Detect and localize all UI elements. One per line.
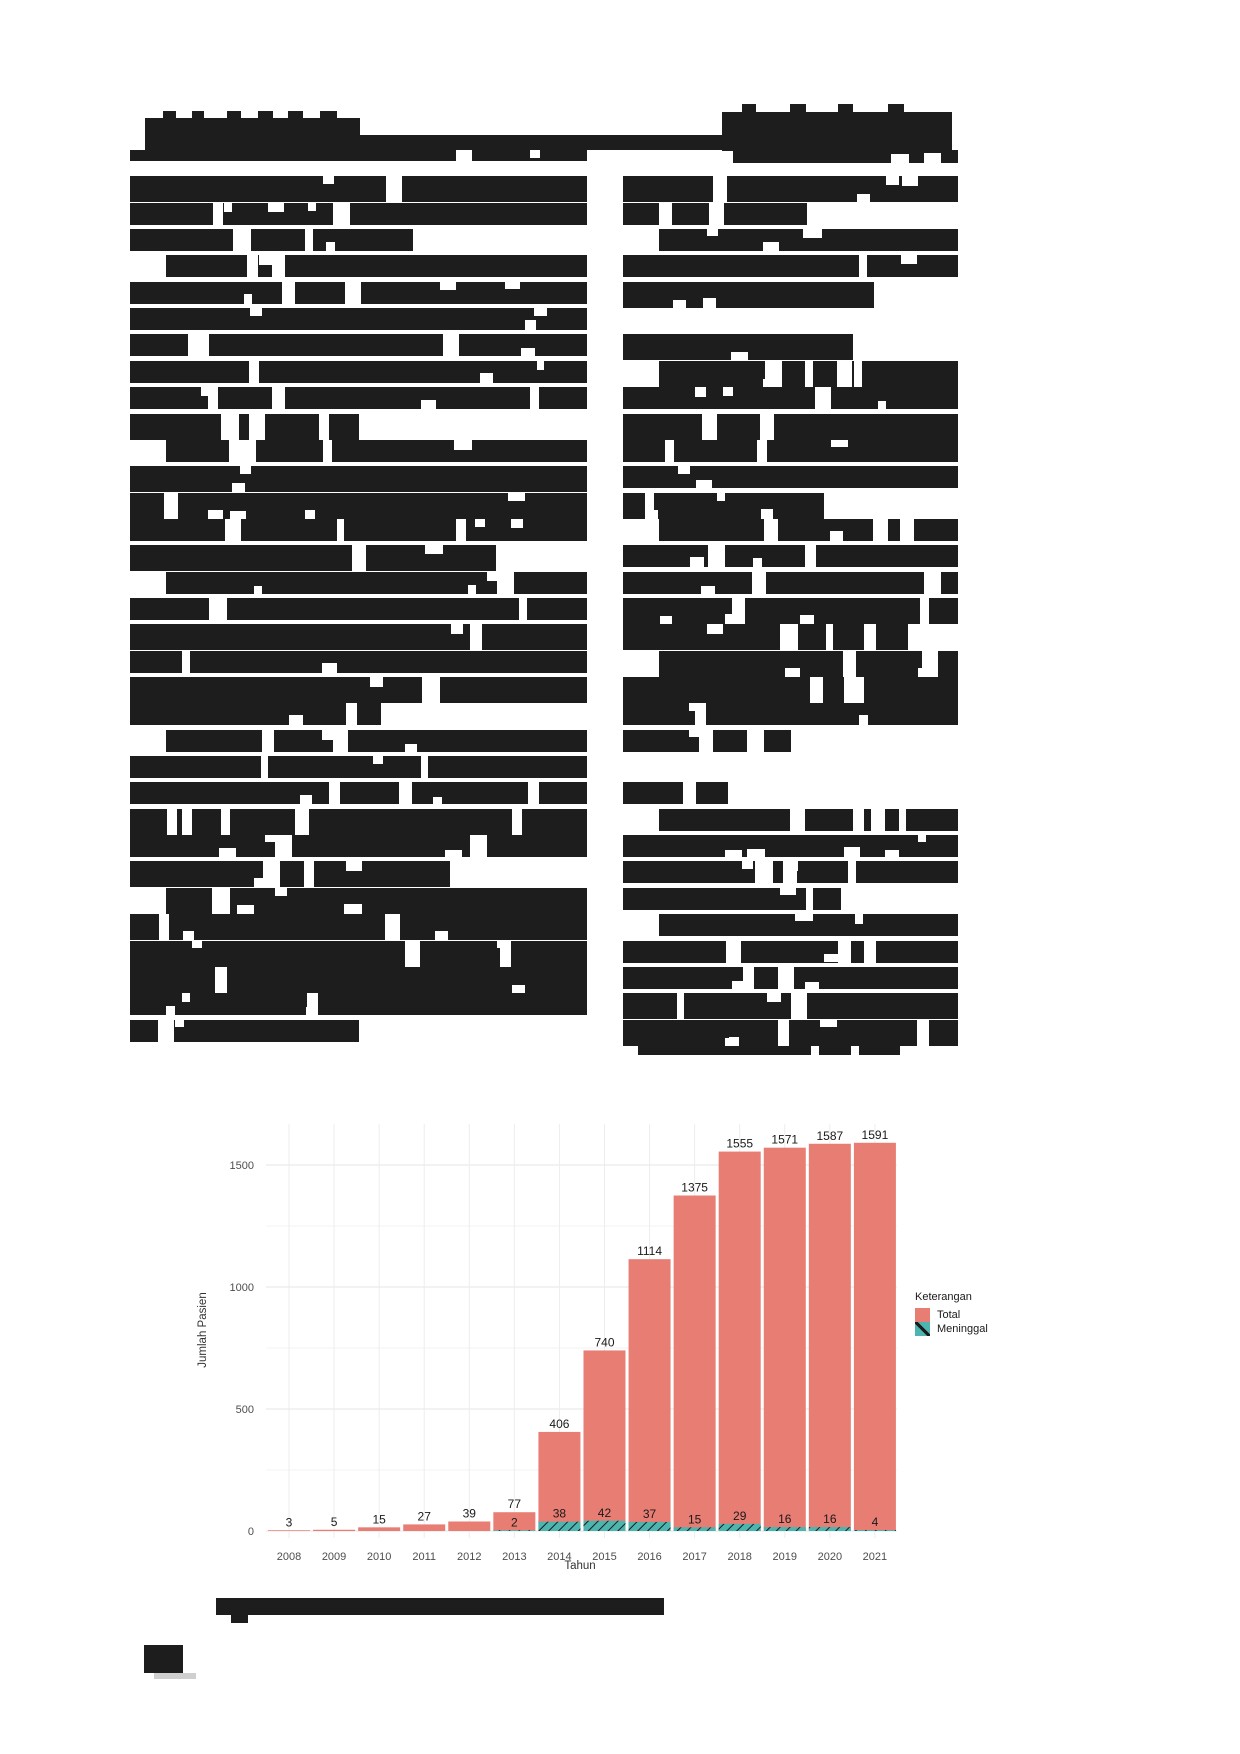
redacted-text-line [166,572,587,594]
redacted-text-line [623,993,958,1019]
bar-label-total-2020: 1587 [816,1128,844,1143]
redacted-text-line [130,1020,359,1042]
redacted-text-line [638,1046,900,1055]
redacted-text-line [623,572,958,594]
redacted-text-line [130,150,587,161]
redacted-text-line [130,677,587,703]
redacted-text-line [130,835,587,857]
bar-total-2009 [313,1530,355,1531]
redacted-text-line [130,387,587,409]
bar-label-meninggal-2015: 42 [597,1505,612,1520]
ytick-1000: 1000 [229,1282,254,1294]
redacted-text-line [623,677,958,703]
bar-meninggal-hatch-2015 [583,1521,625,1531]
redacted-text-line [130,703,381,725]
bar-total-2018 [719,1152,761,1531]
redacted-text-line [623,176,958,202]
bar-label-meninggal-2013: 2 [511,1515,518,1530]
redacted-text-line [130,519,587,541]
bar-meninggal-hatch-2021 [854,1530,896,1531]
bar-total-2019 [764,1148,806,1531]
redacted-text-line [623,203,807,225]
redacted-text-line [130,861,450,887]
bar-label-total-2011: 27 [417,1509,431,1524]
bar-total-2021 [854,1143,896,1531]
redacted-text-line [623,703,958,725]
xtick-2017: 2017 [682,1551,707,1563]
redacted-text-line [130,624,587,650]
page-number-shadow [154,1673,196,1679]
redacted-text-line [623,414,958,440]
redacted-text-line [623,387,958,409]
bar-label-total-2018: 1555 [726,1136,754,1151]
bar-label-meninggal-2021: 4 [871,1515,879,1530]
redacted-text-line [130,361,587,383]
bar-meninggal-hatch-2018 [719,1524,761,1531]
redacted-text-line [130,414,359,440]
redacted-text-line [130,545,496,571]
bar-label-total-2009: 5 [330,1514,338,1529]
legend-label-meninggal: Meninggal [937,1323,988,1335]
redacted-text-line [623,835,958,857]
redacted-text-line [659,809,958,831]
bar-total-2008 [268,1530,310,1531]
bar-chart [190,1108,1020,1590]
redacted-header-rule [360,135,722,150]
xtick-2016: 2016 [637,1551,662,1563]
xtick-2009: 2009 [321,1551,347,1563]
redacted-text-line [130,493,587,519]
bar-meninggal-hatch-2019 [764,1527,806,1531]
bar-label-total-2021: 1591 [861,1127,889,1142]
legend-title: Keterangan [915,1291,972,1303]
redacted-text-line [623,466,958,488]
xtick-2018: 2018 [727,1551,752,1563]
redacted-text-line [623,967,958,989]
bar-total-2017 [674,1196,716,1532]
redacted-figure-caption-line2 [231,1615,248,1623]
redacted-text-line [623,624,908,650]
bar-meninggal-hatch-2017 [674,1527,716,1531]
redacted-text-line [130,203,587,225]
redacted-text-line [623,282,874,308]
bar-total-2012 [448,1521,490,1531]
redacted-text-line [733,150,958,163]
redacted-text-line [130,466,587,492]
redacted-text-line [166,730,587,752]
bar-meninggal-hatch-2020 [809,1527,851,1531]
redacted-text-line [623,730,791,752]
redacted-journal-name [145,118,360,151]
xtick-2012: 2012 [457,1551,482,1563]
redacted-text-line [623,782,728,804]
redacted-text-line [130,914,587,940]
xtick-2021: 2021 [862,1551,888,1563]
redacted-text-line [623,598,958,624]
bar-total-2010 [358,1527,400,1531]
y-axis-label: Jumlah Pasien [197,1292,209,1368]
bar-label-meninggal-2019: 16 [778,1512,792,1527]
redacted-text-line [130,282,587,304]
redacted-issue-info [722,112,952,151]
bar-label-total-2016: 1114 [637,1244,663,1259]
bar-label-meninggal-2020: 16 [823,1512,837,1527]
legend-swatch-total-icon [915,1308,930,1322]
bar-label-meninggal-2016: 37 [642,1506,657,1521]
xtick-2008: 2008 [276,1551,302,1563]
redacted-page-number [144,1645,183,1673]
legend-item-meninggal [915,1322,988,1336]
redacted-text-line [130,598,587,620]
bar-meninggal-hatch-2016 [629,1522,671,1531]
bar-label-meninggal-2018: 29 [733,1508,747,1523]
redacted-text-line [130,334,587,356]
xtick-2011: 2011 [412,1551,437,1563]
bar-label-total-2008: 3 [285,1515,293,1530]
xtick-2014: 2014 [547,1551,572,1563]
redacted-text-line [130,176,587,202]
redacted-text-line [623,255,958,277]
bar-label-total-2010: 15 [372,1512,386,1527]
redacted-text-line [659,651,958,677]
redacted-text-line [166,888,587,914]
xtick-2020: 2020 [817,1551,843,1563]
redacted-text-line [130,782,587,804]
bar-total-2011 [403,1524,445,1531]
redacted-text-line [623,941,958,963]
ytick-1500: 1500 [229,1160,254,1172]
bar-label-total-2015: 740 [594,1335,615,1350]
redacted-text-line [130,651,587,673]
bar-meninggal-hatch-2013 [493,1530,535,1531]
redacted-text-line [166,255,587,277]
redacted-text-line [130,809,587,835]
redacted-text-line [130,993,587,1015]
bar-label-total-2014: 406 [549,1416,570,1431]
redacted-figure-caption [216,1598,664,1615]
redacted-text-line [659,229,958,251]
ytick-500: 500 [235,1404,254,1416]
chart-legend [915,1291,988,1336]
redacted-text-line [130,308,587,330]
legend-item-total [915,1308,988,1322]
legend-label-total: Total [937,1309,961,1321]
bar-label-total-2012: 39 [462,1506,476,1521]
xtick-2015: 2015 [592,1551,617,1563]
x-axis-label: Tahun [564,1560,596,1572]
redacted-text-line [623,334,853,360]
redacted-text-line [130,756,587,778]
xtick-2013: 2013 [502,1551,527,1563]
redacted-text-line [623,493,824,519]
bar-label-total-2019: 1571 [771,1132,799,1147]
redacted-text-line [166,440,587,462]
redacted-text-line [623,440,958,462]
redacted-text-line [659,914,958,936]
redacted-text-line [130,967,587,993]
bar-total-2016 [629,1259,671,1531]
redacted-text-line [130,229,413,251]
redacted-text-line [623,861,958,883]
redacted-text-line [130,941,587,967]
redacted-text-line [623,545,958,567]
bar-label-meninggal-2014: 38 [552,1506,567,1521]
bar-label-meninggal-2017: 15 [687,1512,702,1527]
redacted-text-line [623,888,841,910]
redacted-text-line [659,519,958,541]
xtick-2010: 2010 [366,1551,392,1563]
bar-label-total-2013: 77 [507,1497,522,1512]
redacted-text-line [659,361,958,387]
bar-total-2015 [583,1350,625,1531]
redacted-text-line [623,1020,958,1046]
xtick-2019: 2019 [772,1551,798,1563]
ytick-0: 0 [247,1526,254,1538]
legend-swatch-meninggal-icon [915,1322,930,1336]
bar-label-total-2017: 1375 [681,1180,708,1195]
bar-meninggal-hatch-2014 [538,1522,580,1531]
bar-total-2020 [809,1144,851,1531]
